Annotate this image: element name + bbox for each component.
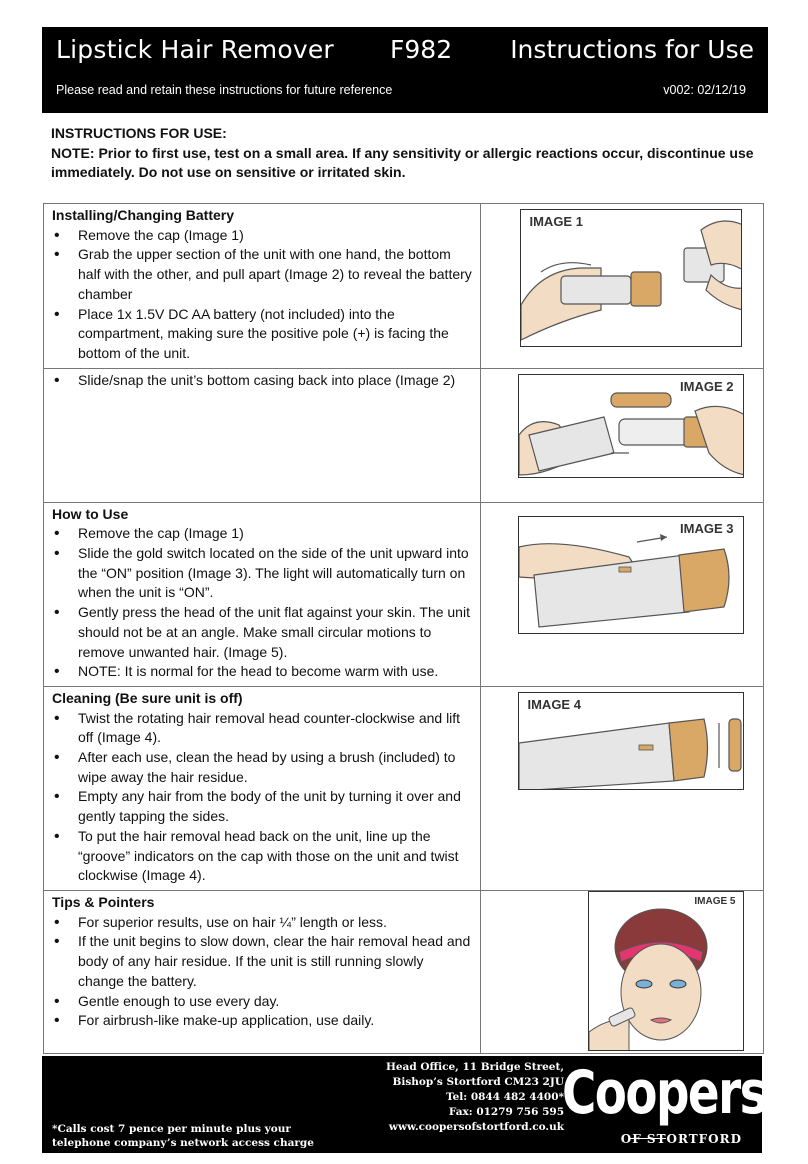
- table-row: [44, 686, 764, 890]
- image-label: IMAGE 1: [529, 214, 583, 229]
- list-item: • Place 1x 1.5V DC AA battery (not included) into the compartment, making sure the positive pole (+) is facing the bottom of the unit.: [52, 305, 472, 364]
- version-date: v002: 02/12/19: [663, 83, 746, 97]
- image-4: [518, 692, 744, 790]
- list-item: • Gentle enough to use every day.: [52, 992, 472, 1012]
- list-item: • For airbrush-like make-up application, use daily.: [52, 1011, 472, 1031]
- image-1: [520, 209, 742, 347]
- list-item: • To put the hair removal head back on the unit, line up the “groove” indicators on the cap with those on the unit and twist clockwise (Image 4).: [52, 827, 472, 886]
- table-row: [44, 890, 764, 1053]
- image-3: [518, 516, 744, 634]
- intro-block: [51, 124, 765, 183]
- fax: Fax: 01279 756 595: [448, 1106, 564, 1118]
- image-cell: [481, 686, 764, 890]
- logo-wordmark: Coopers: [562, 1058, 766, 1128]
- image-5: [588, 891, 744, 1051]
- image-2: [518, 374, 744, 478]
- address-line: Bishop’s Stortford CM23 2JU: [392, 1076, 564, 1088]
- list-item: • Remove the cap (Image 1): [52, 524, 472, 544]
- cap-removal-illustration: [521, 210, 742, 347]
- how-to-use-section: [44, 502, 481, 686]
- image-cell: [481, 502, 764, 686]
- list-item: • Slide the gold switch located on the side of the unit upward into the “ON” position (Image 3). The light will automatically turn on when the unit is “ON”.: [52, 544, 472, 603]
- list-item: • NOTE: It is normal for the head to become warm with use.: [52, 662, 472, 682]
- intro-note: NOTE: Prior to first use, test on a small area. If any sensitivity or allergic reactions occur, discontinue use immediately. Do not use on sensitive or irritated skin.: [51, 144, 754, 180]
- table-row: [44, 368, 764, 502]
- face-illustration: [589, 892, 744, 1051]
- snap-section: [44, 368, 481, 502]
- list-item: • Grab the upper section of the unit with one hand, the bottom half with the other, and pull apart (Image 2) to reveal the battery chamber: [52, 245, 472, 304]
- contact-details: [342, 1060, 564, 1135]
- cleaning-section: [44, 686, 481, 890]
- coopers-logo: [554, 1058, 766, 1148]
- list-item: • Twist the rotating hair removal head counter-clockwise and lift off (Image 4).: [52, 709, 472, 748]
- product-title: Lipstick Hair Remover: [56, 35, 334, 64]
- telephone: Tel: 0844 482 4400*: [446, 1091, 564, 1103]
- image-cell: [481, 368, 764, 502]
- image-cell: [481, 204, 764, 369]
- section-heading: Installing/Changing Battery: [52, 207, 235, 223]
- tips-section: [44, 890, 481, 1053]
- instructions-table: [43, 203, 764, 1054]
- document-type: Instructions for Use: [510, 35, 754, 64]
- bullet-list: [52, 371, 472, 391]
- table-row: [44, 502, 764, 686]
- image-label: IMAGE 4: [527, 696, 581, 712]
- section-heading: Cleaning (Be sure unit is off): [52, 689, 243, 706]
- list-item: • For superior results, use on hair ¼” length or less.: [52, 913, 472, 933]
- bullet-list: [52, 226, 472, 364]
- image-label: IMAGE 3: [680, 520, 734, 536]
- product-code: F982: [390, 35, 453, 64]
- list-item: • Remove the cap (Image 1): [52, 226, 472, 246]
- bullet-list: [52, 524, 472, 682]
- list-item: • Slide/snap the unit’s bottom casing back into place (Image 2): [52, 371, 472, 391]
- bullet-list: [52, 913, 472, 1031]
- table-row: [44, 204, 764, 369]
- bullet-list: [52, 709, 472, 886]
- call-cost-note: [52, 1122, 314, 1150]
- list-item: • Gently press the head of the unit flat against your skin. The unit should not be at an angle. Make small circular motions to remove unwanted hair. (Image 5).: [52, 603, 472, 662]
- image-cell: [481, 890, 764, 1053]
- website-link[interactable]: www.coopersofstortford.co.uk: [388, 1121, 564, 1133]
- section-heading: How to Use: [52, 505, 129, 522]
- document-header: [42, 27, 768, 113]
- address-line: Head Office, 11 Bridge Street,: [385, 1061, 564, 1073]
- image-label: IMAGE 2: [680, 378, 734, 394]
- note-line: *Calls cost 7 pence per minute plus your: [52, 1123, 291, 1135]
- footer: [42, 1056, 766, 1153]
- list-item: • After each use, clean the head by using a brush (included) to wipe away the hair residue.: [52, 748, 472, 787]
- battery-section: [44, 204, 481, 369]
- note-line: telephone company’s network access charge: [52, 1137, 314, 1149]
- section-heading: Tips & Pointers: [52, 893, 155, 910]
- intro-heading: INSTRUCTIONS FOR USE:: [51, 125, 227, 141]
- image-label: IMAGE 5: [694, 895, 736, 907]
- logo-subtitle: OF STORTFORD: [620, 1132, 742, 1146]
- list-item: • If the unit begins to slow down, clear the hair removal head and body of any hair residue. If the unit is still running slowly change the battery.: [52, 932, 472, 991]
- header-subtitle: Please read and retain these instructions for future reference: [56, 83, 393, 97]
- list-item: • Empty any hair from the body of the unit by turning it over and gently tapping the sides.: [52, 787, 472, 826]
